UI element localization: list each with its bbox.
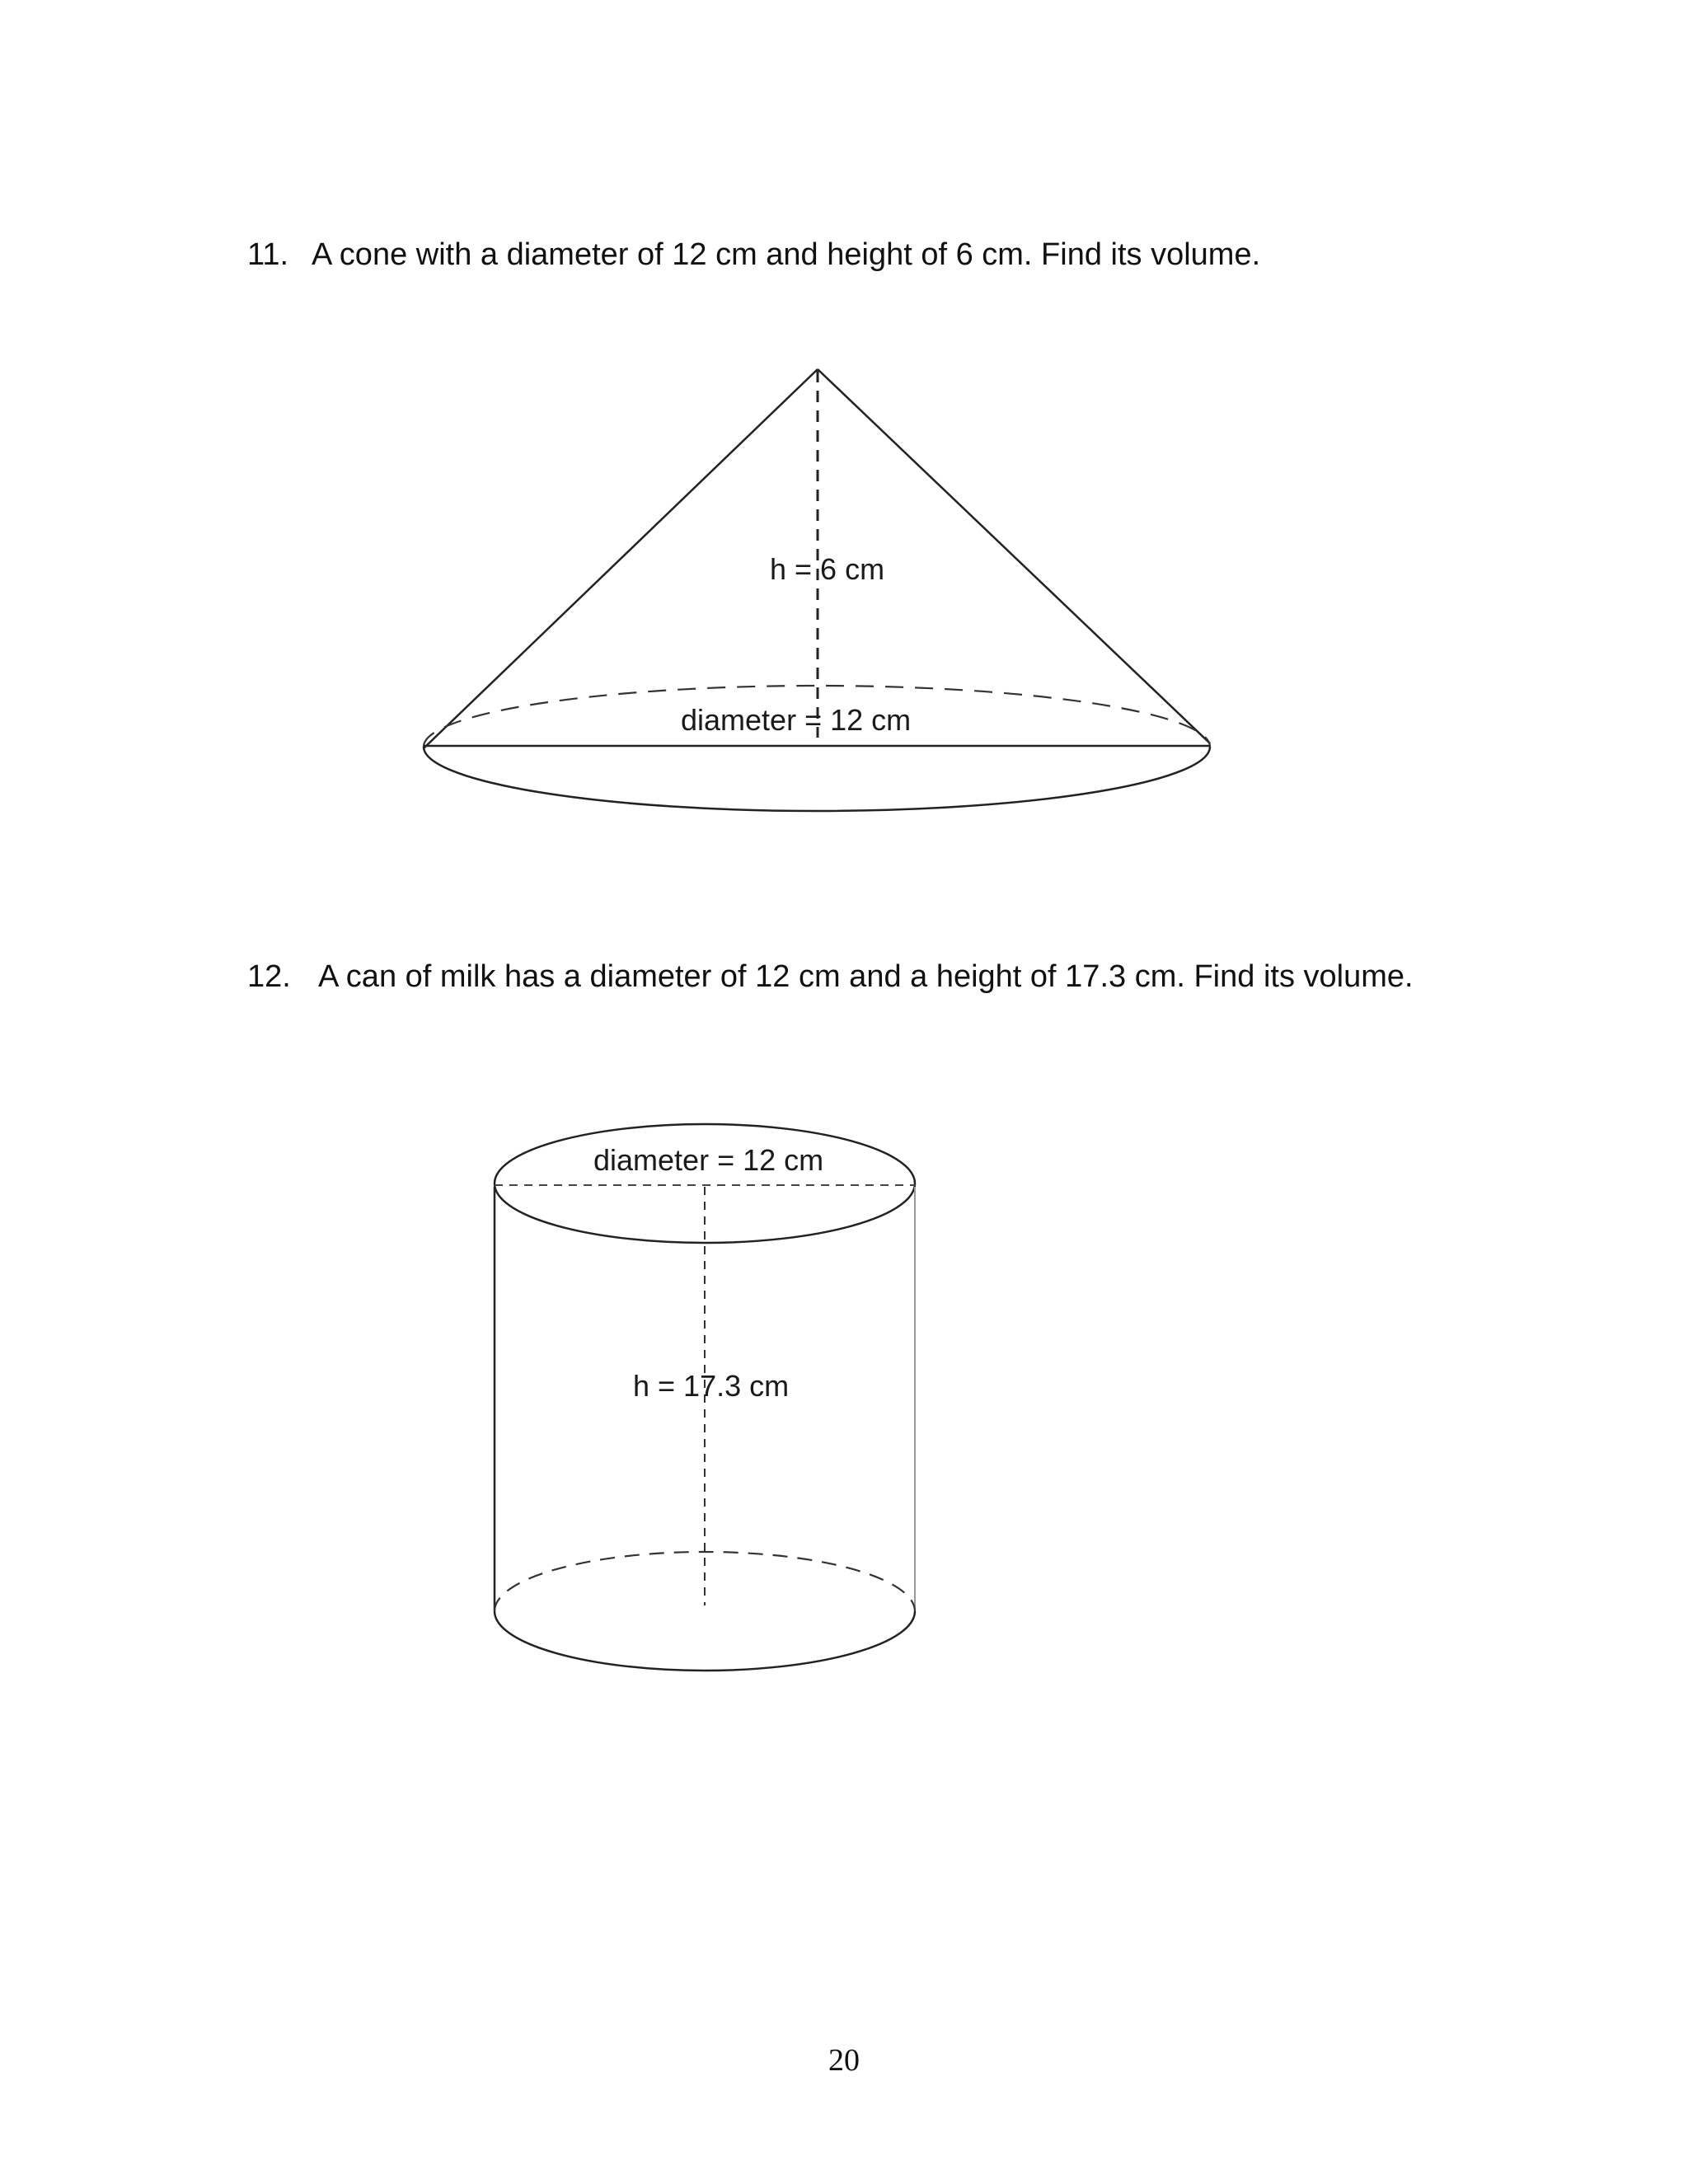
cone-base-front-arc bbox=[424, 747, 1210, 811]
cylinder-top-ellipse bbox=[495, 1124, 915, 1243]
cylinder-bottom-front-arc bbox=[495, 1611, 915, 1671]
question-number: 12. bbox=[247, 959, 291, 994]
cylinder-figure bbox=[495, 1124, 915, 1671]
cone-figure bbox=[424, 369, 1210, 811]
question-number: 11. bbox=[247, 237, 289, 272]
question-12 bbox=[247, 958, 1434, 996]
cylinder-diameter-label: diameter = 12 cm bbox=[593, 1143, 824, 1177]
question-text: A cone with a diameter of 12 cm and height of 6 cm. Find its volume. bbox=[312, 237, 1261, 272]
page-number: 20 bbox=[828, 2043, 860, 2078]
cone-slant-left bbox=[424, 369, 818, 748]
cone-diameter-label: diameter = 12 cm bbox=[681, 703, 912, 737]
question-text: A can of milk has a diameter of 12 cm and a height of 17.3 cm. Find its volume. bbox=[318, 959, 1414, 994]
cylinder-height-label: h = 17.3 cm bbox=[633, 1369, 790, 1403]
cone-height-label: h = 6 cm bbox=[770, 552, 885, 586]
